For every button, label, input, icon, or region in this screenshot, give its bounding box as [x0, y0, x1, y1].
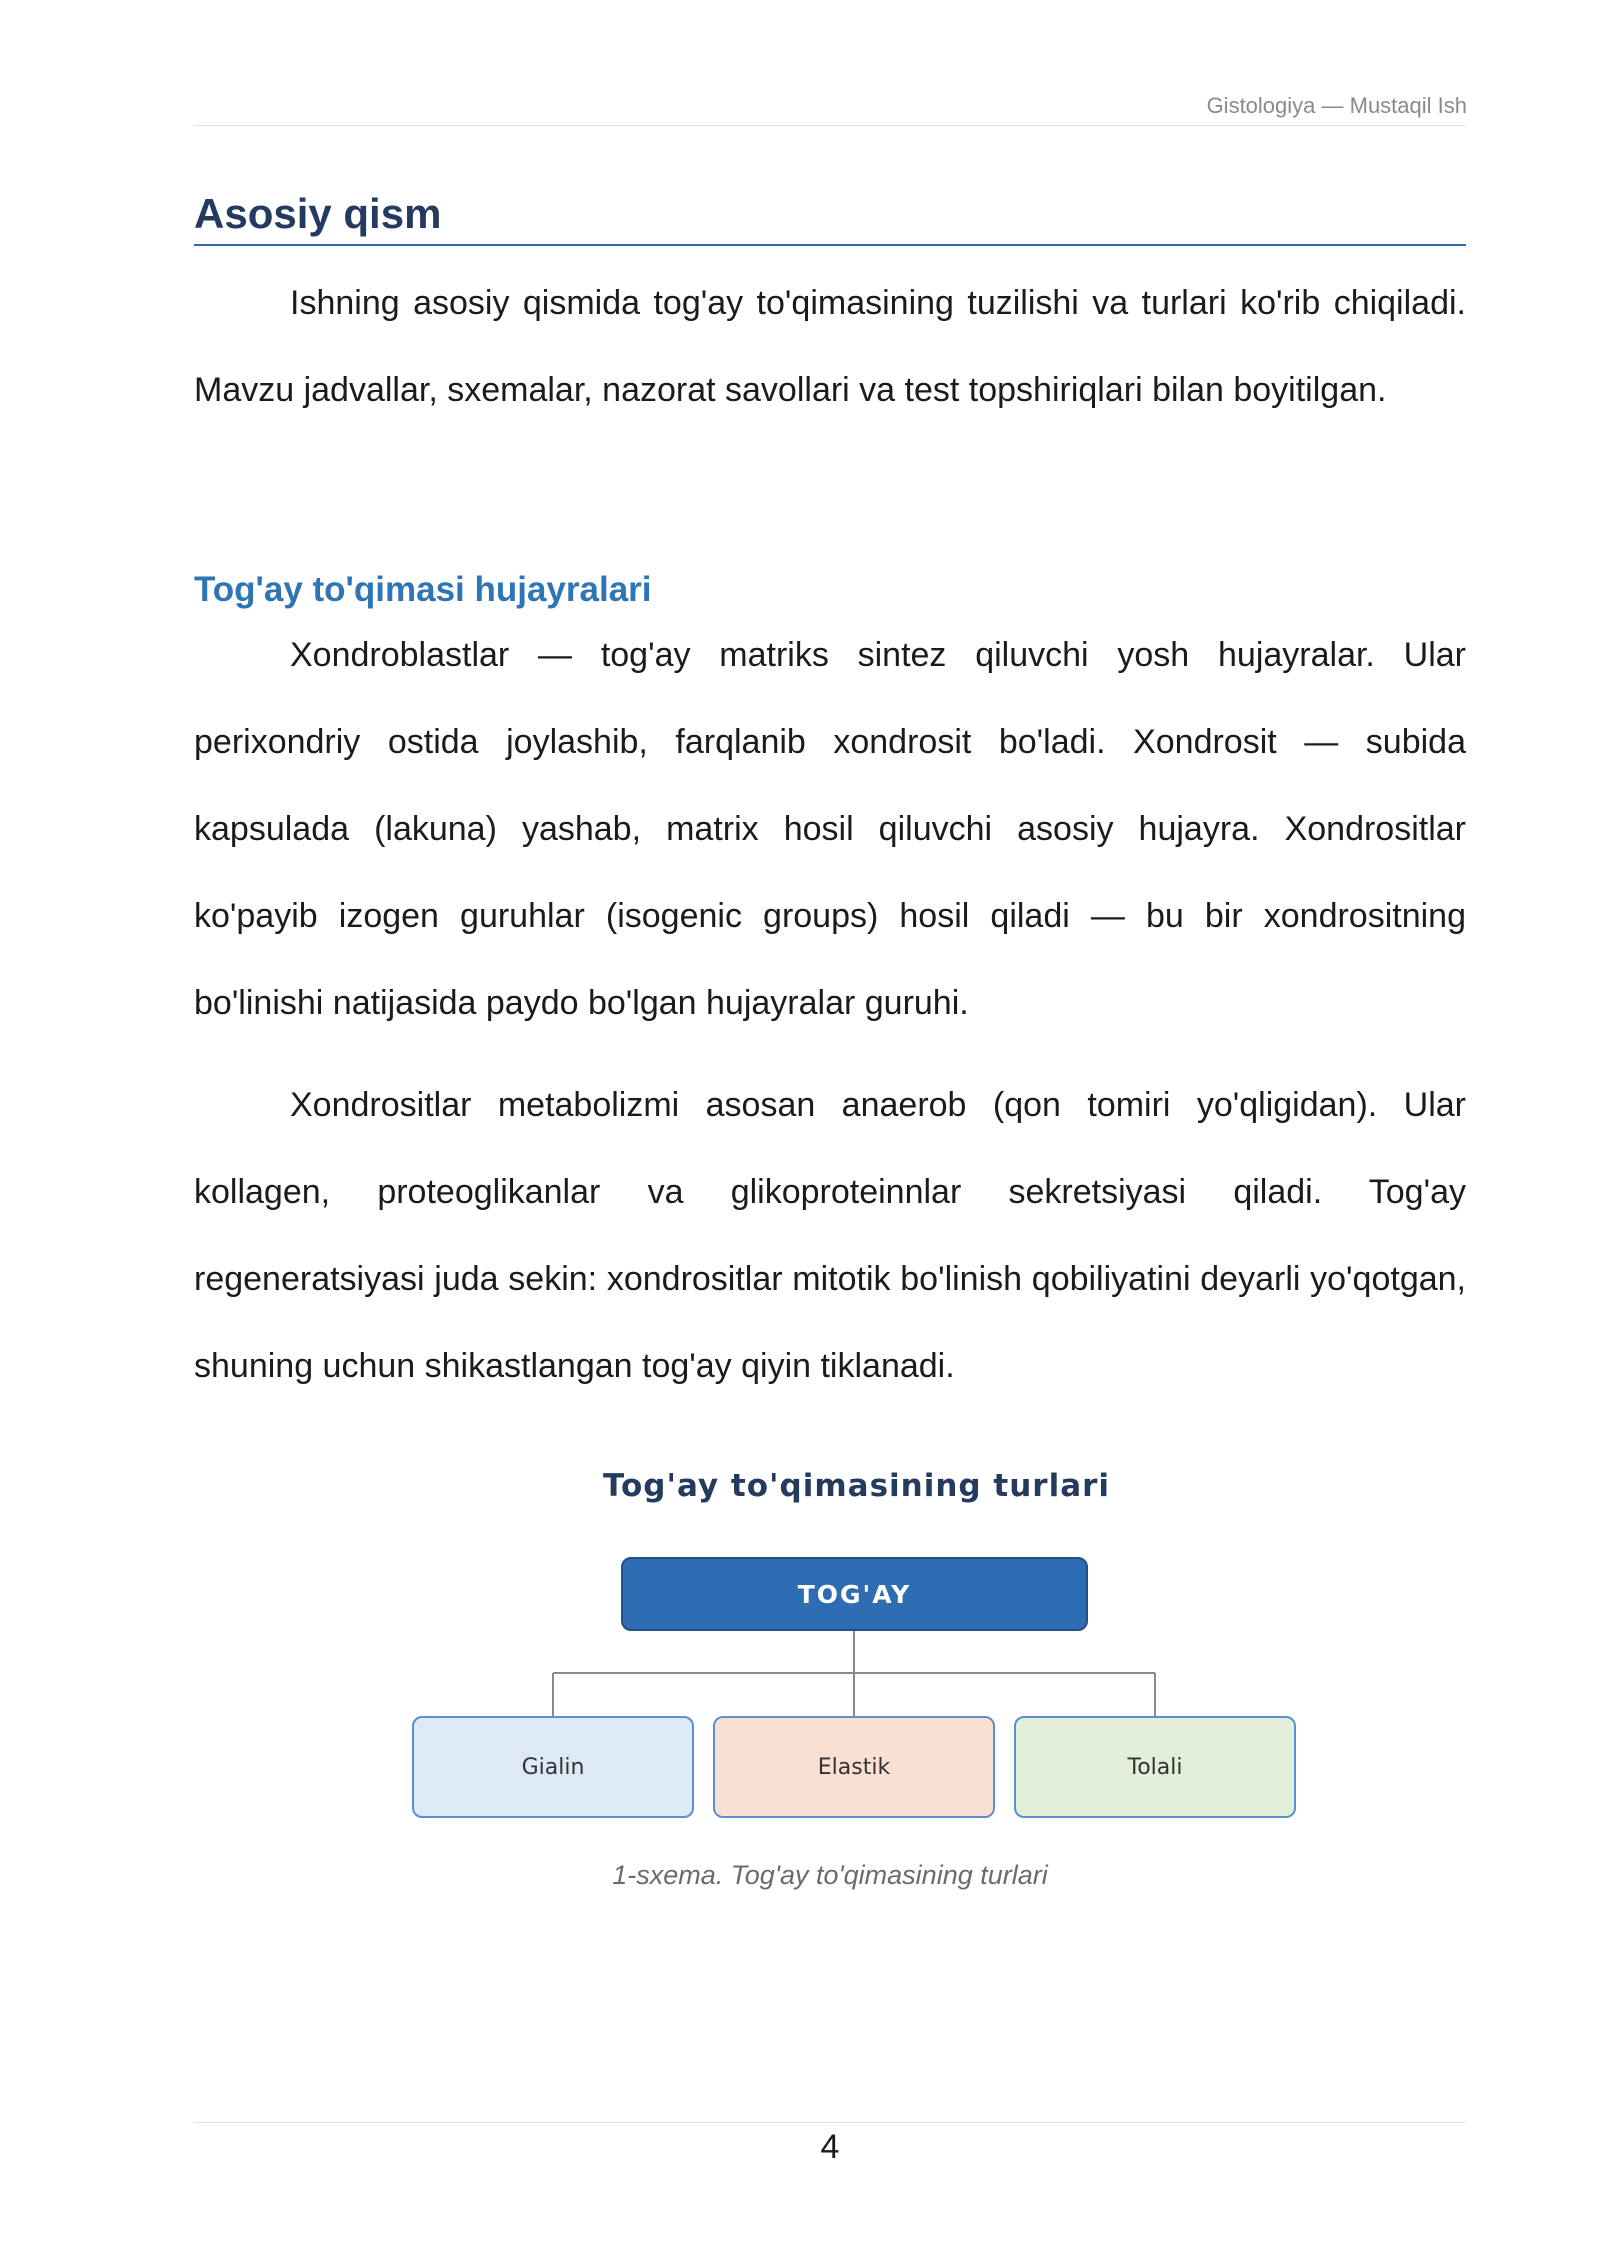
body-paragraph-1: Xondroblastlar — tog'ay matriks sintez qiluvchi yosh hujayralar. Ular perixondriy ostida joylashib, farqlanib xondrosit bo'ladi. Xondrosit — subida kapsulada (lakuna) yashab, matrix hosil qiluvchi asosiy hujayra. Xondrositlar ko'payib izogen guruhlar (isogenic groups) hosil qiladi — bu bir xondrositning bo'linishi natijasida paydo bo'lgan hujayralar guruhi. — [194, 636, 1466, 1022]
diagram-node-tolali — [1014, 1716, 1296, 1818]
footer-divider — [194, 2122, 1466, 2123]
root-node-label: TOG'AY — [797, 1579, 912, 1609]
subsection-title: Tog'ay to'qimasi hujayralari — [194, 570, 652, 609]
page-number: 4 — [820, 2128, 840, 2166]
diagram-caption: 1-sxema. Tog'ay to'qimasining turlari — [612, 1860, 1048, 1890]
node-label: Tolali — [1127, 1754, 1183, 1780]
section-title: Asosiy qism — [194, 190, 442, 237]
diagram-title: Tog'ay to'qimasining turlari — [602, 1468, 1111, 1504]
diagram-node-gialin — [412, 1716, 694, 1818]
node-label: Gialin — [521, 1754, 585, 1780]
body-paragraph-2: Xondrositlar metabolizmi asosan anaerob (qon tomiri yo'qligidan). Ular kollagen, proteoglikanlar va glikoproteinnlar sekretsiyasi qiladi. Tog'ay regeneratsiyasi juda sekin: xondrositlar mitotik bo'linish qobiliyatini deyarli yo'qotgan, shuning uchun shikastlangan tog'ay qiyin tiklanadi. — [194, 1086, 1466, 1385]
running-header: Gistologiya — Mustaqil Ish — [1206, 93, 1467, 118]
diagram-root-node — [621, 1557, 1088, 1631]
node-label: Elastik — [817, 1754, 891, 1780]
diagram-node-elastik — [713, 1716, 995, 1818]
intro-paragraph: Ishning asosiy qismida tog'ay to'qimasining tuzilishi va turlari ko'rib chiqiladi. Mavzu jadvallar, sxemalar, nazorat savollari va test topshiriqlari bilan boyitilgan. — [194, 284, 1466, 409]
